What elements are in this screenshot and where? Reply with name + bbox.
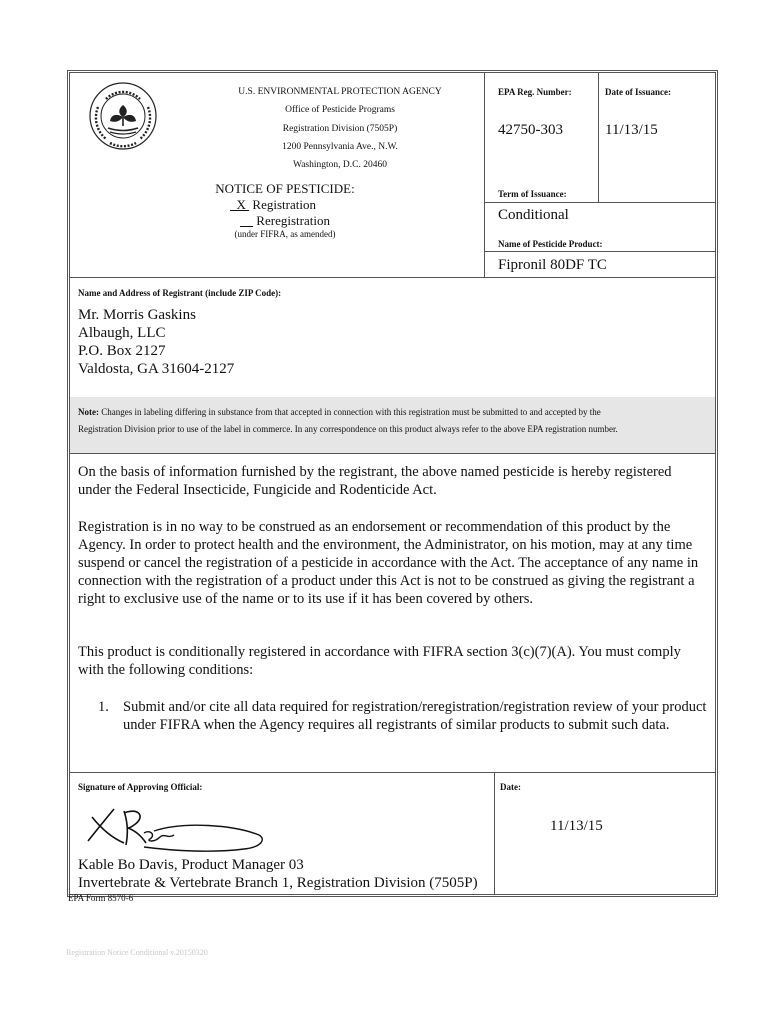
note-line2: Registration Division prior to use of the label in commerce. In any correspondence on this product always refer to the above EPA registration number. xyxy=(78,424,618,434)
agency-division: Registration Division (7505P) xyxy=(282,124,398,134)
form-number: EPA Form 8570-6 xyxy=(68,893,134,903)
divider xyxy=(484,202,715,203)
registrant-label: Name and Address of Registrant (include ZIP Code): xyxy=(78,288,282,298)
reg-number-value: 42750-303 xyxy=(498,122,563,138)
registrant-company: Albaugh, LLC xyxy=(78,325,166,341)
divider xyxy=(70,277,715,278)
registrant-pobox: P.O. Box 2127 xyxy=(78,343,166,359)
term-label: Term of Issuance: xyxy=(498,189,567,199)
divider xyxy=(70,453,715,454)
notice-reregistration: Reregistration xyxy=(253,213,330,228)
term-value: Conditional xyxy=(498,207,569,223)
agency-name: U.S. ENVIRONMENTAL PROTECTION AGENCY xyxy=(238,87,442,97)
registrant-name: Mr. Morris Gaskins xyxy=(78,307,196,323)
reg-number-label: EPA Reg. Number: xyxy=(498,87,572,97)
signature-label: Signature of Approving Official: xyxy=(78,782,203,792)
sign-date-label: Date: xyxy=(500,782,521,792)
date-issuance-value: 11/13/15 xyxy=(605,122,658,138)
agency-city: Washington, D.C. 20460 xyxy=(293,160,387,170)
divider xyxy=(484,73,485,277)
footer-watermark: Registration Notice Conditional v.20150320 xyxy=(66,948,208,957)
notice-title: NOTICE OF PESTICIDE: xyxy=(215,181,355,196)
sign-date-value: 11/13/15 xyxy=(550,818,603,834)
divider xyxy=(70,772,715,773)
official-title: Invertebrate & Vertebrate Branch 1, Registration Division (7505P) xyxy=(78,875,478,891)
agency-street: 1200 Pennsylvania Ave., N.W. xyxy=(282,142,398,152)
condition-number: 1. xyxy=(98,699,109,715)
divider xyxy=(484,251,715,252)
registration-notice-form xyxy=(67,70,718,897)
divider xyxy=(598,73,599,202)
agency-office: Office of Pesticide Programs xyxy=(285,105,395,115)
notice-registration: X Registration xyxy=(230,197,316,212)
registrant-city: Valdosta, GA 31604-2127 xyxy=(78,361,235,377)
note-label: Note: xyxy=(78,407,99,417)
divider xyxy=(494,772,495,894)
registrant-address xyxy=(78,306,234,378)
date-issuance-label: Date of Issuance: xyxy=(605,87,671,97)
official-name: Kable Bo Davis, Product Manager 03 xyxy=(78,857,304,873)
body-paragraph-1: On the basis of information furnished by the registrant, the above named pesticide is hereby registered under the Federal Insecticide, Fungicide and Rodenticide Act. xyxy=(78,464,672,498)
note-line1: Changes in labeling differing in substance from that accepted in connection with this registration must be submitted to and accepted by the xyxy=(101,407,601,417)
signature-image-icon xyxy=(84,803,274,858)
notice-under: (under FIFRA, as amended) xyxy=(234,229,336,239)
product-value: Fipronil 80DF TC xyxy=(498,257,607,273)
notice-of-pesticide xyxy=(170,181,400,240)
body-paragraph-3: This product is conditionally registered in accordance with FIFRA section 3(c)(7)(A). You must comply with the following conditions: xyxy=(78,644,681,678)
body-paragraph-2: Registration is in no way to be construed as an endorsement or recommendation of this product by the Agency. In order to protect health and the environment, the Administrator, on his motion, may at any time suspend or cancel the registration of a pesticide in accordance with the Act. The acceptance of any name in connection with the registration of a product under this Act is not to be construed as giving the registrant a right to exclusive use of the name or to its use if it has been covered by others. xyxy=(78,519,699,607)
note-text xyxy=(78,404,708,438)
product-label: Name of Pesticide Product: xyxy=(498,239,603,249)
epa-seal-icon xyxy=(88,81,158,151)
condition-text: Submit and/or cite all data required for registration/reregistration/registration review of your product under FIFRA when the Agency requires all registrants of similar products to submit such data. xyxy=(123,699,707,733)
